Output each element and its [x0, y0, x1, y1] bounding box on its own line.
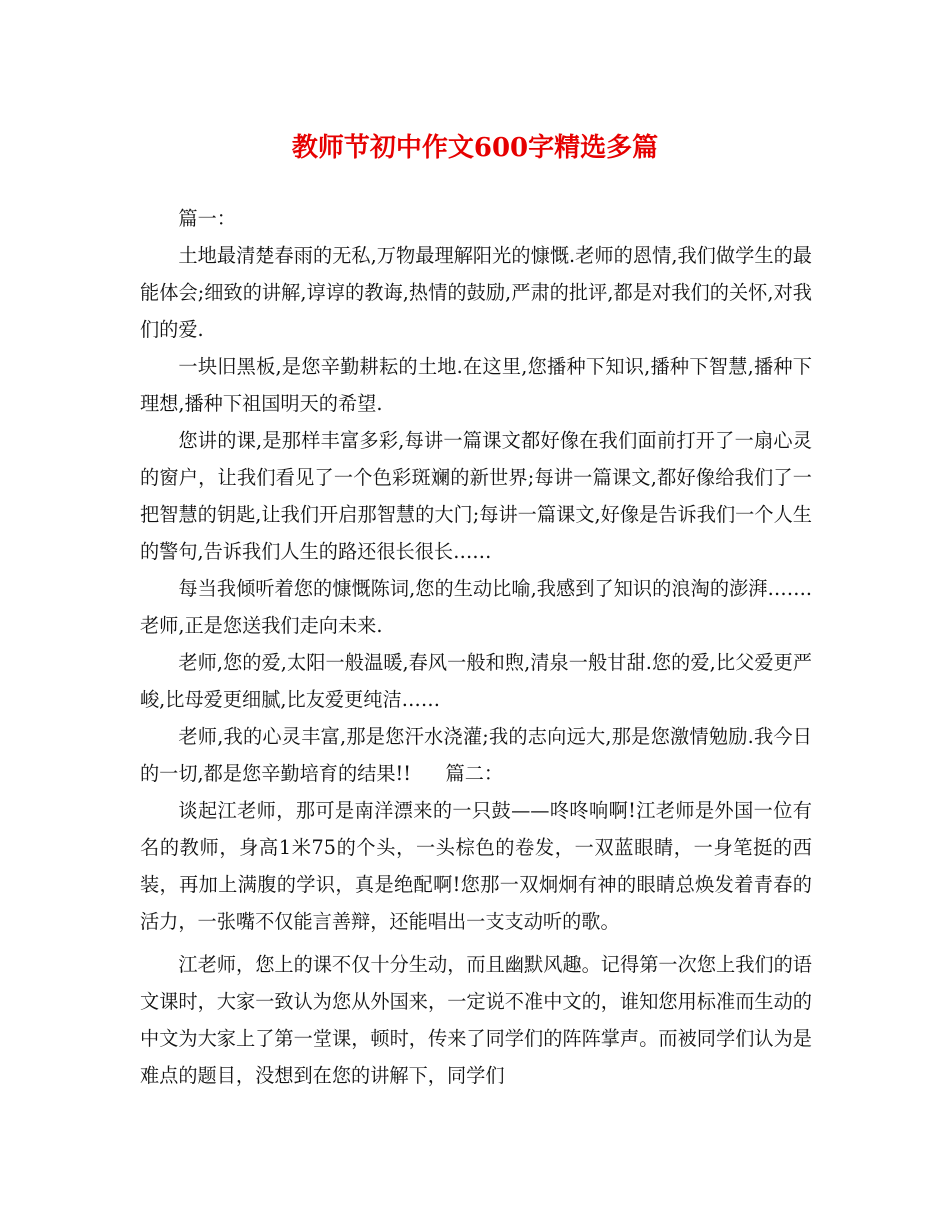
section-heading-2: 篇二：	[445, 762, 504, 785]
document-title: 教师节初中作文600字精选多篇	[291, 133, 659, 163]
paragraph: 每当我倾听着您的慷慨陈词,您的生动比喻,我感到了知识的浪淘的澎湃…….老师,正是您送我们走向未来.	[140, 577, 812, 637]
paragraph: 您讲的课,是那样丰富多彩,每讲一篇课文都好像在我们面前打开了一扇心灵的窗户，让我们看见了一个色彩斑斓的新世界;每讲一篇课文,都好像给我们了一把智慧的钥匙,让我们开启那智慧的大门;每讲一篇课文,好像是告诉我们一个人生的警句,告诉我们人生的路还很长很长……	[140, 429, 812, 563]
paragraph: 江老师，您上的课不仅十分生动，而且幽默风趣。记得第一次您上我们的语文课时，大家一致认为您从外国来，一定说不准中文的，谁知您用标准而生动的中文为大家上了第一堂课，顿时，传来了同学们的阵阵掌声。而被同学们认为是难点的题目，没想到在您的讲解下，同学们	[140, 953, 812, 1087]
paragraph: 土地最清楚春雨的无私,万物最理解阳光的慷慨.老师的恩情,我们做学生的最能体会;细致的讲解,谆谆的教诲,热情的鼓励,严肃的批评,都是对我们的关怀,对我们的爱.	[140, 244, 812, 341]
paragraph-text: 老师,我的心灵丰富,那是您汗水浇灌;我的志向远大,那是您激情勉励.我今日的一切,都是您辛勤培育的结果!!	[140, 725, 812, 785]
paragraph: 一块旧黑板,是您辛勤耕耘的土地.在这里,您播种下知识,播种下智慧,播种下理想,播种下祖国明天的希望.	[140, 355, 812, 415]
paragraph-with-heading	[140, 718, 812, 792]
paragraph: 老师,您的爱,太阳一般温暖,春风一般和煦,清泉一般甘甜.您的爱,比父爱更严峻,比母爱更细腻,比友爱更纯洁……	[140, 651, 812, 711]
section-heading-1: 篇一：	[178, 207, 236, 230]
paragraph: 谈起江老师，那可是南洋漂来的一只鼓——咚咚响啊!江老师是外国一位有名的教师，身高1米75的个头，一头棕色的卷发，一双蓝眼睛，一身笔挺的西装，再加上满腹的学识，真是绝配啊!您那一双炯炯有神的眼睛总焕发着青春的活力，一张嘴不仅能言善辩，还能唱出一支支动听的歌。	[140, 799, 812, 933]
document-body	[140, 200, 812, 1094]
